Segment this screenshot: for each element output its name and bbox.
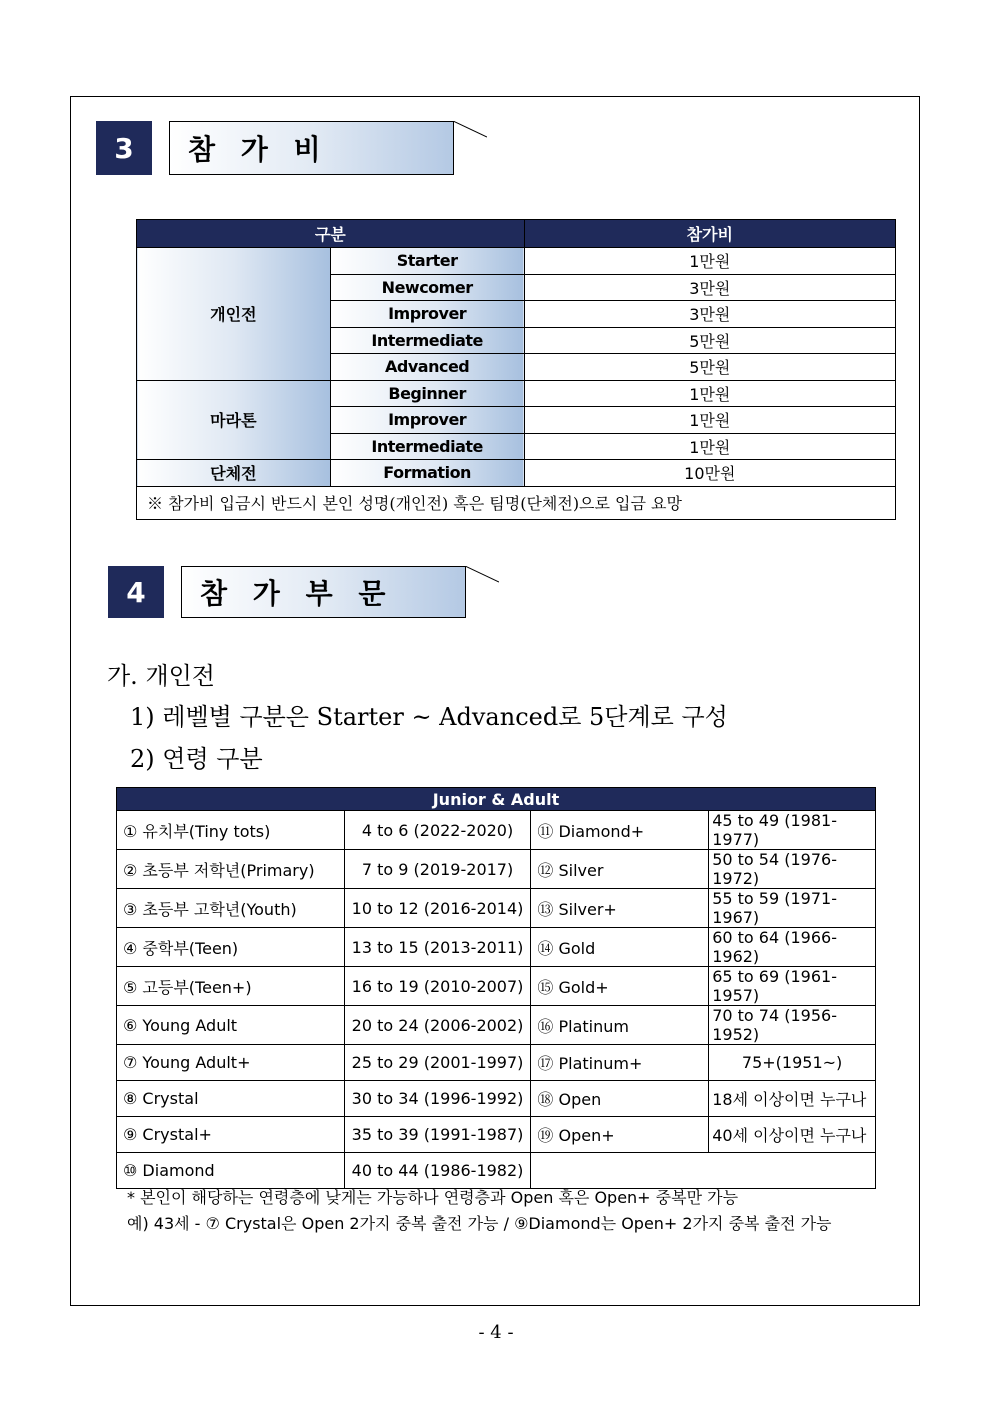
section-3-title: 참 가 비	[188, 133, 329, 166]
fee-header-category: 구분	[137, 220, 525, 248]
section-3-number: 3	[96, 121, 152, 175]
fee-table-header	[137, 220, 896, 248]
age-range-cell: 45 to 49 (1981-1977)	[709, 811, 876, 850]
note-example: 예) 43세 - ⑦ Crystal은 Open 2가지 중복 출전 가능 / ⑨Diamond는 Open+ 2가지 중복 출전 가능	[127, 1214, 832, 1233]
table-row	[117, 967, 876, 1006]
fee-note: ※ 참가비 입금시 반드시 본인 성명(개인전) 혹은 팀명(단체전)으로 입금 요망	[137, 486, 896, 519]
division-name-cell: ⑲ Open+	[531, 1117, 709, 1153]
division-name-cell: ⑩ Diamond	[117, 1153, 345, 1189]
fee-cell: 1만원	[524, 248, 895, 275]
division-name-cell: ⑦ Young Adult+	[117, 1045, 345, 1081]
table-row	[137, 460, 896, 487]
table-row	[117, 850, 876, 889]
division-name-cell: ⑮ Gold+	[531, 967, 709, 1006]
group-individual: 개인전	[137, 248, 331, 381]
age-range-cell: 35 to 39 (1991-1987)	[344, 1117, 531, 1153]
division-name-cell: ⑫ Silver	[531, 850, 709, 889]
age-range-cell: 30 to 34 (1996-1992)	[344, 1081, 531, 1117]
table-row	[117, 889, 876, 928]
fee-header-fee: 참가비	[524, 220, 895, 248]
page-number: - 4 -	[478, 1322, 514, 1343]
group-marathon: 마라톤	[137, 380, 331, 460]
age-range-cell: 4 to 6 (2022-2020)	[344, 811, 531, 850]
age-range-cell: 50 to 54 (1976-1972)	[709, 850, 876, 889]
level-cell: Starter	[330, 248, 524, 275]
division-name-cell: ⑧ Crystal	[117, 1081, 345, 1117]
division-name-cell: ⑥ Young Adult	[117, 1006, 345, 1045]
level-cell: Improver	[330, 301, 524, 328]
level-cell: Intermediate	[330, 327, 524, 354]
division-name-cell: ⑯ Platinum	[531, 1006, 709, 1045]
table-row	[117, 1081, 876, 1117]
fee-cell: 1만원	[524, 407, 895, 434]
fee-note-row	[137, 486, 896, 519]
fee-table	[136, 219, 896, 520]
section-4-title-box	[181, 566, 499, 618]
fee-cell: 10만원	[524, 460, 895, 487]
level-cell: Improver	[330, 407, 524, 434]
age-range-cell: 25 to 29 (2001-1997)	[344, 1045, 531, 1081]
age-range-cell: 60 to 64 (1966-1962)	[709, 928, 876, 967]
age-range-cell: 40 to 44 (1986-1982)	[344, 1153, 531, 1189]
table-row	[137, 248, 896, 275]
division-name-cell: ⑱ Open	[531, 1081, 709, 1117]
level-cell: Newcomer	[330, 274, 524, 301]
age-range-cell: 13 to 15 (2013-2011)	[344, 928, 531, 967]
fee-cell: 3만원	[524, 301, 895, 328]
division-name-cell: ⑪ Diamond+	[531, 811, 709, 850]
age-range-cell: 18세 이상이면 누구나	[709, 1081, 876, 1117]
fee-cell: 1만원	[524, 433, 895, 460]
item-level-description: 1) 레벨별 구분은 Starter ~ Advanced로 5단계로 구성	[130, 703, 728, 731]
fee-cell: 3만원	[524, 274, 895, 301]
table-row	[117, 1117, 876, 1153]
age-range-cell: 65 to 69 (1961-1957)	[709, 967, 876, 1006]
section-3-title-box	[169, 121, 487, 175]
age-range-cell: 55 to 59 (1971-1967)	[709, 889, 876, 928]
group-team: 단체전	[137, 460, 331, 487]
section-4-number: 4	[108, 566, 164, 618]
age-table-header: Junior & Adult	[117, 788, 876, 811]
table-row	[117, 1153, 876, 1189]
level-cell: Beginner	[330, 380, 524, 407]
page-fold-decoration	[453, 121, 487, 175]
item-age-division: 2) 연령 구분	[130, 745, 263, 773]
notes-block	[127, 1185, 832, 1237]
age-range-cell: 7 to 9 (2019-2017)	[344, 850, 531, 889]
division-name-cell: ① 유치부(Tiny tots)	[117, 811, 345, 850]
table-row	[137, 380, 896, 407]
division-name-cell: ⑬ Silver+	[531, 889, 709, 928]
table-row	[117, 1006, 876, 1045]
table-row	[117, 928, 876, 967]
heading-individual: 가. 개인전	[107, 662, 215, 690]
age-range-cell: 70 to 74 (1956-1952)	[709, 1006, 876, 1045]
fee-cell: 5만원	[524, 354, 895, 381]
table-row	[117, 1045, 876, 1081]
age-range-cell: 20 to 24 (2006-2002)	[344, 1006, 531, 1045]
age-range-cell: 40세 이상이면 누구나	[709, 1117, 876, 1153]
division-name-cell: ④ 중학부(Teen)	[117, 928, 345, 967]
table-row	[117, 811, 876, 850]
age-range-cell: 75+(1951~)	[709, 1045, 876, 1081]
division-name-cell: ⑤ 고등부(Teen+)	[117, 967, 345, 1006]
division-name-cell: ② 초등부 저학년(Primary)	[117, 850, 345, 889]
page-fold-decoration	[465, 566, 499, 618]
division-name-cell: ⑰ Platinum+	[531, 1045, 709, 1081]
fee-cell: 1만원	[524, 380, 895, 407]
level-cell: Advanced	[330, 354, 524, 381]
division-name-cell: ⑭ Gold	[531, 928, 709, 967]
note-duplicate-rule: * 본인이 해당하는 연령층에 낮게는 가능하나 연령층과 Open 혹은 Open+ 중복만 가능	[127, 1188, 739, 1207]
age-division-table	[116, 787, 876, 1189]
age-range-cell: 16 to 19 (2010-2007)	[344, 967, 531, 1006]
section-4-title: 참 가 부 문	[200, 577, 394, 610]
empty-cell	[531, 1153, 876, 1189]
fee-cell: 5만원	[524, 327, 895, 354]
division-name-cell: ③ 초등부 고학년(Youth)	[117, 889, 345, 928]
division-name-cell: ⑨ Crystal+	[117, 1117, 345, 1153]
level-cell: Formation	[330, 460, 524, 487]
age-range-cell: 10 to 12 (2016-2014)	[344, 889, 531, 928]
level-cell: Intermediate	[330, 433, 524, 460]
